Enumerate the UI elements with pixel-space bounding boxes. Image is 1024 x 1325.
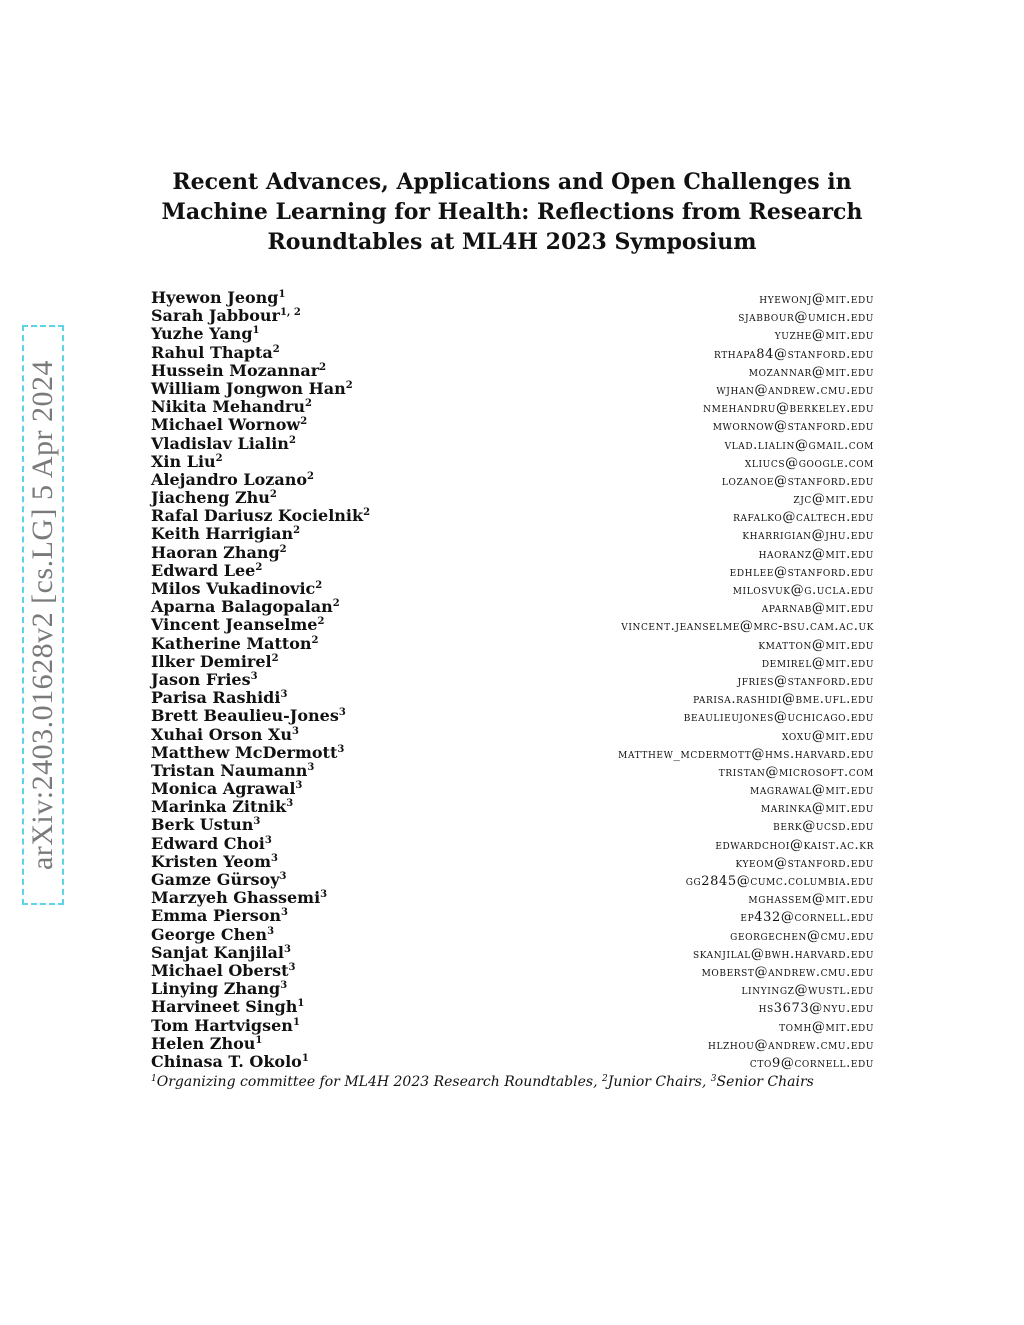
- author-email[interactable]: edhlee@stanford.edu: [729, 564, 874, 580]
- author-row: [151, 615, 874, 633]
- author-name-text: Marinka Zitnik: [151, 797, 287, 817]
- author-name: [151, 1034, 262, 1053]
- author-name: [151, 434, 296, 453]
- author-affiliation-mark: 3: [280, 689, 288, 701]
- author-affiliation-mark: 3: [253, 816, 261, 828]
- author-row: [151, 1052, 874, 1070]
- author-email[interactable]: sjabbour@umich.edu: [738, 310, 874, 326]
- author-name-text: Milos Vukadinovic: [151, 579, 316, 598]
- author-row: [151, 888, 874, 906]
- author-row: [151, 1034, 874, 1052]
- author-affiliation-mark: 2: [272, 343, 280, 355]
- author-affiliation-mark: 1: [292, 1016, 300, 1028]
- author-affiliation-mark: 3: [283, 943, 291, 955]
- footnote-text: Senior Chairs: [716, 1074, 814, 1090]
- author-name: [151, 743, 344, 762]
- author-email[interactable]: kmatton@mit.edu: [758, 637, 874, 653]
- author-affiliation-mark: 2: [269, 489, 277, 501]
- author-affiliation-mark: 2: [304, 398, 312, 410]
- author-email[interactable]: vlad.lialin@gmail.com: [724, 437, 874, 453]
- author-email[interactable]: zjc@mit.edu: [793, 492, 874, 508]
- author-name: [151, 634, 319, 653]
- author-name-text: Keith Harrigian: [151, 524, 294, 544]
- author-name-text: Jiacheng Zhu: [151, 488, 270, 508]
- author-email[interactable]: xoxu@mit.edu: [782, 728, 874, 744]
- author-affiliation-mark: 3: [337, 743, 345, 755]
- author-email[interactable]: beaulieujones@uchicago.edu: [683, 710, 874, 726]
- author-name: [151, 906, 288, 925]
- author-name: [151, 888, 327, 907]
- author-email[interactable]: vincent.jeanselme@mrc-bsu.cam.ac.uk: [621, 619, 874, 635]
- author-name: [151, 306, 301, 325]
- affiliation-footnote: [151, 1074, 891, 1090]
- author-name: [151, 561, 262, 580]
- author-row: [151, 925, 874, 943]
- author-affiliation-mark: 3: [307, 761, 315, 773]
- author-affiliation-mark: 3: [250, 670, 258, 682]
- author-email[interactable]: demirel@mit.edu: [761, 655, 874, 671]
- author-name-text: Alejandro Lozano: [151, 469, 307, 489]
- author-row: [151, 743, 874, 761]
- author-name: [151, 852, 278, 871]
- author-name-text: Edward Lee: [151, 560, 256, 580]
- author-affiliation-mark: 2: [288, 434, 296, 446]
- author-name-text: Parisa Rashidi: [151, 688, 281, 708]
- author-list: [151, 288, 874, 1070]
- author-name-text: Linying Zhang: [151, 979, 281, 999]
- author-email[interactable]: matthew_mcdermott@hms.harvard.edu: [618, 746, 874, 762]
- author-row: [151, 324, 874, 342]
- author-name: [151, 524, 300, 543]
- footnote-mark: 1: [151, 1074, 157, 1084]
- author-affiliation-mark: 1, 2: [279, 307, 301, 319]
- author-affiliation-mark: 3: [264, 834, 272, 846]
- author-email[interactable]: milosvuk@g.ucla.edu: [732, 583, 874, 598]
- author-row: [151, 870, 874, 888]
- author-name-text: Sarah Jabbour: [151, 306, 280, 326]
- author-row: [151, 652, 874, 670]
- author-email[interactable]: wjhan@andrew.cmu.edu: [716, 382, 874, 398]
- author-name: [151, 1016, 300, 1035]
- author-name-text: Xin Liu: [151, 451, 216, 471]
- author-name-text: Marzyeh Ghassemi: [151, 888, 321, 908]
- author-row: [151, 997, 874, 1015]
- author-affiliation-mark: 2: [317, 616, 325, 628]
- author-name-text: Monica Agrawal: [151, 779, 296, 799]
- author-affiliation-mark: 2: [271, 652, 279, 664]
- author-row: [151, 434, 874, 452]
- author-row: [151, 470, 874, 488]
- author-email[interactable]: gg2845@cumc.columbia.edu: [685, 874, 874, 889]
- author-affiliation-mark: 1: [301, 1052, 309, 1064]
- author-affiliation-mark: 1: [278, 289, 286, 300]
- author-name: [151, 1052, 309, 1071]
- author-name-text: William Jongwon Han: [151, 378, 346, 398]
- author-email[interactable]: skanjilal@bwh.harvard.edu: [692, 946, 874, 962]
- author-email[interactable]: edwardchoi@kaist.ac.kr: [715, 837, 874, 853]
- author-email[interactable]: yuzhe@mit.edu: [774, 328, 874, 344]
- author-row: [151, 688, 874, 706]
- author-name-text: Rafal Dariusz Kocielnik: [151, 506, 364, 526]
- author-name-text: Jason Fries: [151, 669, 251, 689]
- author-row: [151, 597, 874, 615]
- author-name-text: Helen Zhou: [151, 1033, 256, 1053]
- author-row: [151, 761, 874, 779]
- author-name: [151, 870, 286, 889]
- author-email[interactable]: mwornow@stanford.edu: [712, 419, 874, 435]
- author-row: [151, 379, 874, 397]
- author-name-text: Brett Beaulieu-Jones: [151, 706, 339, 726]
- author-row: [151, 343, 874, 361]
- arxiv-identifier: arXiv:2403.01628v2 [cs.LG] 5 Apr 2024: [26, 359, 59, 871]
- author-row: [151, 779, 874, 797]
- author-name: [151, 961, 295, 980]
- author-name: [151, 470, 314, 489]
- author-email[interactable]: georgechen@cmu.edu: [730, 928, 874, 944]
- author-name: [151, 415, 307, 434]
- author-email[interactable]: mghassem@mit.edu: [748, 892, 874, 908]
- author-row: [151, 543, 874, 561]
- author-email[interactable]: hlzhou@andrew.cmu.edu: [708, 1037, 874, 1053]
- author-row: [151, 306, 874, 324]
- author-name: [151, 324, 259, 343]
- author-row: [151, 1016, 874, 1034]
- author-name-text: Haoran Zhang: [151, 542, 280, 562]
- author-name: [151, 379, 353, 398]
- author-affiliation-mark: 2: [319, 361, 327, 373]
- author-email[interactable]: berk@ucsd.edu: [773, 819, 874, 835]
- author-name: [151, 779, 302, 798]
- author-affiliation-mark: 2: [293, 525, 301, 537]
- footnote-mark: 3: [710, 1074, 717, 1084]
- author-name-text: Kristen Yeom: [151, 851, 272, 871]
- author-row: [151, 834, 874, 852]
- author-name-text: Hyewon Jeong: [151, 288, 279, 307]
- author-name: [151, 688, 287, 707]
- author-affiliation-mark: 2: [300, 416, 308, 428]
- author-affiliation-mark: 2: [279, 543, 287, 555]
- author-email[interactable]: tristan@microsoft.com: [718, 764, 874, 780]
- author-row: [151, 670, 874, 688]
- author-name-text: Rahul Thapta: [151, 342, 273, 362]
- author-email[interactable]: mozannar@mit.edu: [748, 364, 874, 380]
- author-row: [151, 579, 874, 597]
- footnote-text: Organizing committee for ML4H 2023 Research Roundtables,: [156, 1074, 602, 1090]
- author-email[interactable]: hs3673@nyu.edu: [758, 1001, 874, 1017]
- author-name-text: Michael Wornow: [151, 415, 301, 435]
- author-affiliation-mark: 3: [288, 961, 296, 973]
- author-affiliation-mark: 2: [215, 452, 223, 464]
- author-name: [151, 288, 285, 307]
- author-row: [151, 288, 874, 306]
- author-name: [151, 979, 287, 998]
- author-row: [151, 452, 874, 470]
- author-row: [151, 506, 874, 524]
- author-name: [151, 706, 346, 725]
- author-name-text: Berk Ustun: [151, 815, 254, 835]
- author-email[interactable]: parisa.rashidi@bme.ufl.edu: [693, 692, 874, 708]
- author-name-text: George Chen: [151, 924, 268, 944]
- author-name: [151, 506, 370, 525]
- author-row: [151, 725, 874, 743]
- author-affiliation-mark: 3: [271, 852, 278, 864]
- author-affiliation-mark: 3: [279, 871, 287, 882]
- author-name: [151, 925, 274, 944]
- title-line: Machine Learning for Health: Reflections from Research: [161, 199, 863, 225]
- author-name: [151, 488, 277, 507]
- author-affiliation-mark: 3: [338, 707, 346, 719]
- title-line: Roundtables at ML4H 2023 Symposium: [267, 229, 757, 255]
- author-row: [151, 524, 874, 542]
- author-email[interactable]: magrawal@mit.edu: [750, 783, 874, 799]
- author-row: [151, 634, 874, 652]
- author-name: [151, 797, 293, 816]
- author-email[interactable]: jfries@stanford.edu: [737, 673, 874, 689]
- author-email[interactable]: aparnab@mit.edu: [761, 601, 874, 617]
- author-name-text: Emma Pierson: [151, 906, 282, 926]
- author-name: [151, 615, 324, 634]
- author-affiliation-mark: 3: [267, 925, 275, 937]
- author-row: [151, 815, 874, 833]
- author-name-text: Vladislav Lialin: [151, 433, 289, 453]
- author-row: [151, 961, 874, 979]
- author-name-text: Nikita Mehandru: [151, 397, 305, 417]
- author-email[interactable]: rthapa84@stanford.edu: [713, 346, 874, 362]
- author-row: [151, 706, 874, 724]
- author-email[interactable]: marinka@mit.edu: [760, 801, 874, 817]
- author-email[interactable]: hyewonj@mit.edu: [759, 292, 874, 307]
- author-name: [151, 343, 280, 362]
- author-name-text: Gamze Gürsoy: [151, 870, 280, 889]
- author-email[interactable]: rafalko@caltech.edu: [733, 510, 874, 526]
- author-affiliation-mark: 1: [255, 1034, 263, 1046]
- author-row: [151, 361, 874, 379]
- author-email[interactable]: haoranz@mit.edu: [758, 546, 874, 562]
- author-affiliation-mark: 3: [286, 798, 294, 810]
- author-name-text: Ilker Demirel: [151, 651, 272, 671]
- footnote-mark: 2: [601, 1074, 608, 1084]
- author-name: [151, 543, 287, 562]
- author-row: [151, 979, 874, 997]
- author-email[interactable]: cto9@cornell.edu: [749, 1055, 874, 1071]
- author-name: [151, 597, 340, 616]
- author-name-text: Vincent Jeanselme: [151, 615, 318, 635]
- author-email[interactable]: kharrigian@jhu.edu: [742, 528, 874, 544]
- author-email[interactable]: ep432@cornell.edu: [740, 910, 874, 926]
- author-name-text: Xuhai Orson Xu: [151, 724, 292, 744]
- author-name: [151, 452, 223, 471]
- author-affiliation-mark: 2: [315, 580, 323, 591]
- author-name: [151, 834, 272, 853]
- author-name: [151, 943, 291, 962]
- author-name-text: Michael Oberst: [151, 960, 289, 980]
- author-row: [151, 488, 874, 506]
- footnote-text: Junior Chairs,: [607, 1074, 711, 1090]
- author-name-text: Tristan Naumann: [151, 760, 308, 780]
- author-affiliation-mark: 2: [255, 561, 263, 573]
- author-affiliation-mark: 3: [281, 907, 288, 919]
- author-name: [151, 997, 304, 1016]
- author-name-text: Chinasa T. Okolo: [151, 1051, 302, 1071]
- author-affiliation-mark: 3: [280, 980, 288, 992]
- author-email[interactable]: xliucs@google.com: [744, 455, 874, 471]
- author-row: [151, 561, 874, 579]
- author-email[interactable]: linyingz@wustl.edu: [741, 983, 874, 999]
- author-affiliation-mark: 1: [252, 325, 260, 337]
- author-affiliation-mark: 2: [345, 379, 353, 391]
- author-row: [151, 943, 874, 961]
- arxiv-stamp: [22, 325, 64, 905]
- author-name-text: Hussein Mozannar: [151, 360, 320, 380]
- author-affiliation-mark: 1: [297, 998, 305, 1010]
- author-name: [151, 725, 299, 744]
- author-name-text: Tom Hartvigsen: [151, 1015, 293, 1035]
- author-affiliation-mark: 2: [307, 470, 314, 482]
- author-affiliation-mark: 2: [311, 634, 319, 646]
- author-name: [151, 652, 279, 671]
- author-name-text: Matthew McDermott: [151, 742, 338, 762]
- author-affiliation-mark: 3: [292, 725, 299, 737]
- author-name-text: Aparna Balagopalan: [151, 597, 333, 617]
- author-name-text: Yuzhe Yang: [151, 324, 253, 344]
- author-name: [151, 815, 260, 834]
- author-name: [151, 761, 314, 780]
- author-row: [151, 797, 874, 815]
- author-email[interactable]: lozanoe@stanford.edu: [721, 473, 874, 489]
- author-email[interactable]: kyeom@stanford.edu: [735, 855, 874, 871]
- author-affiliation-mark: 2: [363, 507, 371, 519]
- author-row: [151, 415, 874, 433]
- author-name-text: Katherine Matton: [151, 633, 312, 653]
- author-row: [151, 397, 874, 415]
- author-row: [151, 852, 874, 870]
- author-name: [151, 579, 322, 598]
- author-name: [151, 670, 258, 689]
- title-line: Recent Advances, Applications and Open Challenges in: [172, 169, 852, 195]
- author-name: [151, 397, 312, 416]
- author-affiliation-mark: 2: [332, 598, 340, 610]
- author-email[interactable]: tomh@mit.edu: [779, 1019, 874, 1035]
- author-email[interactable]: moberst@andrew.cmu.edu: [701, 964, 874, 980]
- paper-title: [150, 167, 874, 257]
- author-row: [151, 906, 874, 924]
- author-affiliation-mark: 3: [295, 780, 303, 792]
- author-name-text: Harvineet Singh: [151, 997, 298, 1017]
- author-email[interactable]: nmehandru@berkeley.edu: [703, 401, 874, 417]
- author-name-text: Sanjat Kanjilal: [151, 942, 284, 962]
- author-name: [151, 361, 326, 380]
- author-affiliation-mark: 3: [320, 889, 328, 901]
- author-name-text: Edward Choi: [151, 833, 265, 853]
